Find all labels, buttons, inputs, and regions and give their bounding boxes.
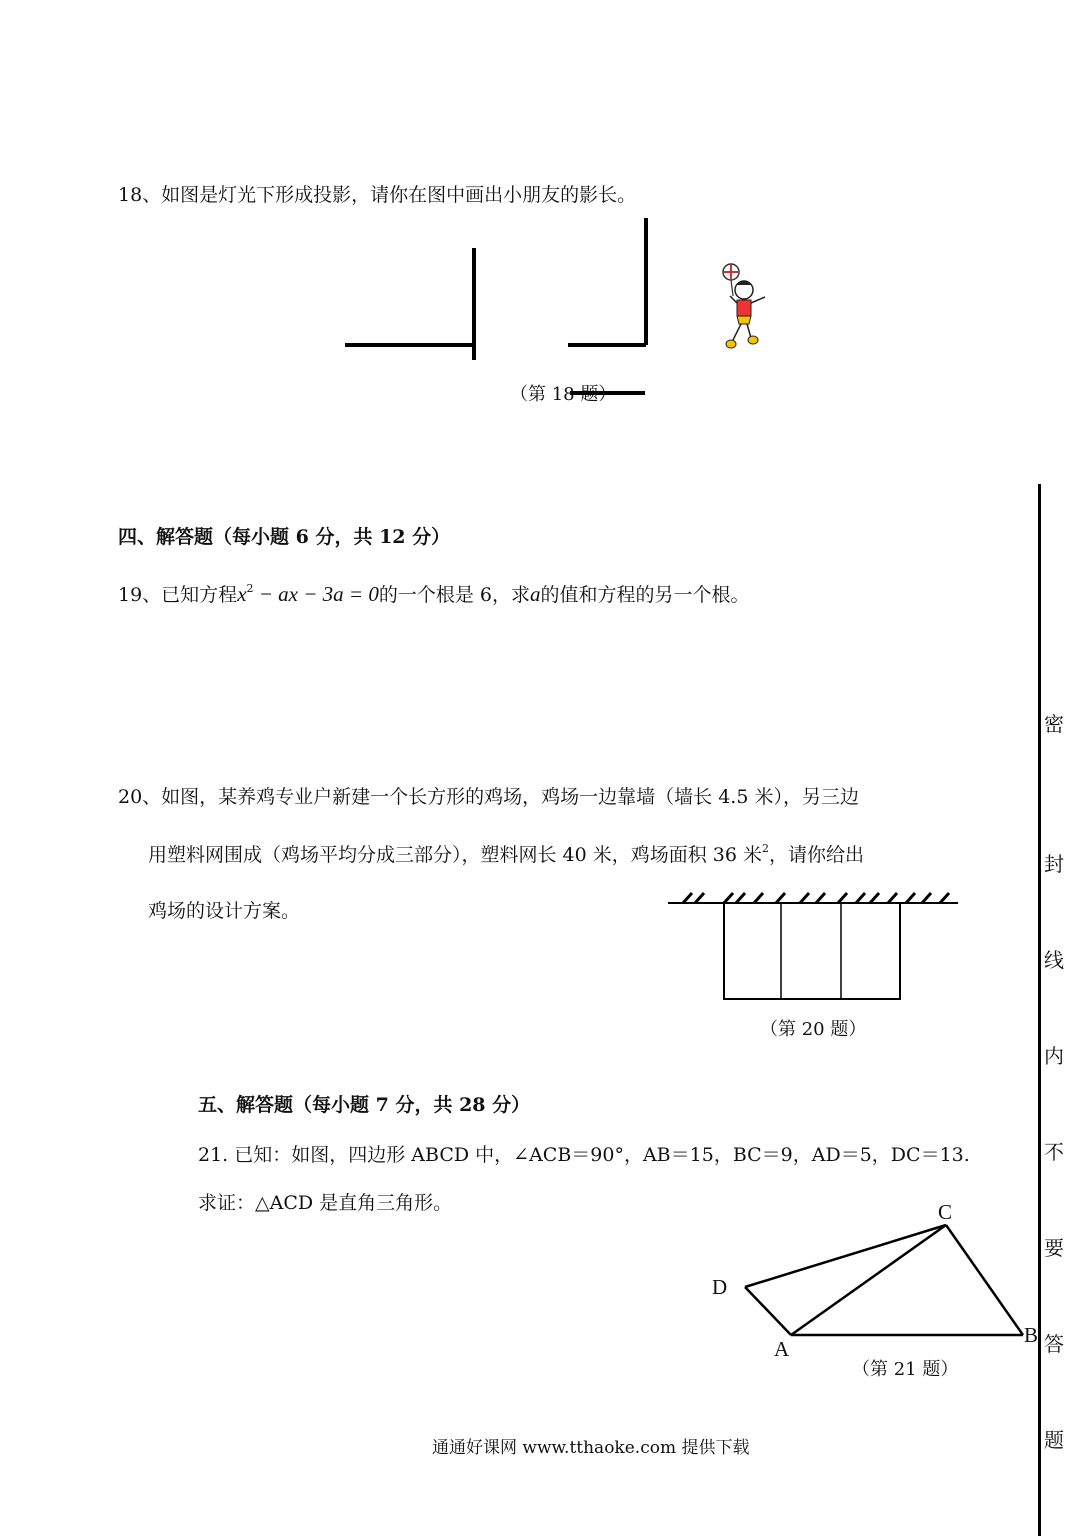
q19-prefix: 19、已知方程: [118, 584, 238, 606]
section4-heading: 四、解答题（每小题 6 分，共 12 分）: [118, 526, 451, 548]
q20-line2a: 用塑料网围成（鸡场平均分成三部分），塑料网长 40 米，鸡场面积 36 米: [148, 844, 763, 866]
q19-eq-sup: 2: [246, 582, 254, 595]
q18-caption: （第 18 题）: [510, 384, 617, 405]
q20-line1: 20、如图，某养鸡专业户新建一个长方形的鸡场，鸡场一边靠墙（墙长 4.5 米），另三边: [118, 786, 859, 808]
q18-figure: [345, 218, 646, 393]
seal-char-4: 内: [1044, 1044, 1064, 1068]
q20-wall-hatching: [683, 893, 949, 903]
q20-line2b: ，请你给出: [769, 844, 865, 866]
seal-char-2: 封: [1044, 852, 1064, 876]
q20-line2-sup: 2: [762, 842, 770, 855]
seal-line: [1038, 484, 1041, 1536]
q20-figure: [668, 893, 958, 999]
seal-char-8: 题: [1044, 1428, 1064, 1452]
q21-label-a: A: [774, 1337, 790, 1361]
q21-label-c: C: [938, 1200, 953, 1224]
q21-line2: 求证：△ACD 是直角三角形。: [198, 1192, 453, 1214]
segment-AC: [791, 1225, 946, 1335]
section5-heading: 五、解答题（每小题 7 分，共 28 分）: [198, 1094, 531, 1116]
q21-figure: [745, 1225, 1023, 1335]
q19-eq-rest: − ax − 3a = 0: [253, 582, 379, 606]
q21-line1: 21. 已知：如图，四边形 ABCD 中，∠ACB＝90°，AB＝15，BC＝9，AD＝5，DC＝13.: [198, 1144, 970, 1166]
segment-DC: [745, 1225, 946, 1287]
q21-label-b: B: [1024, 1323, 1039, 1347]
q19-middle: 的一个根是 6，求: [378, 584, 530, 606]
seal-char-3: 线: [1044, 948, 1064, 972]
q20-fence: [724, 903, 900, 999]
q19-eq-x: x: [237, 582, 247, 606]
q21-caption: （第 21 题）: [852, 1359, 959, 1380]
footer-source: 通通好课网 www.tthaoke.com 提供下载: [432, 1438, 750, 1458]
q20-caption: （第 20 题）: [760, 1019, 867, 1040]
q20-line2: [148, 840, 864, 867]
q18-text: 18、如图是灯光下形成投影，请你在图中画出小朋友的影长。: [118, 184, 637, 206]
seal-char-1: 密: [1044, 712, 1064, 736]
segment-DA: [745, 1287, 791, 1335]
segment-CB: [946, 1225, 1023, 1335]
q19-var-a: a: [530, 582, 541, 606]
child-figure: [723, 264, 765, 348]
seal-char-6: 要: [1044, 1236, 1064, 1260]
q21-label-d: D: [712, 1275, 728, 1299]
q19-suffix: 的值和方程的另一个根。: [540, 584, 750, 606]
q20-line3: 鸡场的设计方案。: [148, 900, 301, 922]
seal-char-7: 答: [1044, 1332, 1064, 1356]
seal-char-5: 不: [1044, 1140, 1064, 1164]
q19-text: [118, 580, 750, 607]
